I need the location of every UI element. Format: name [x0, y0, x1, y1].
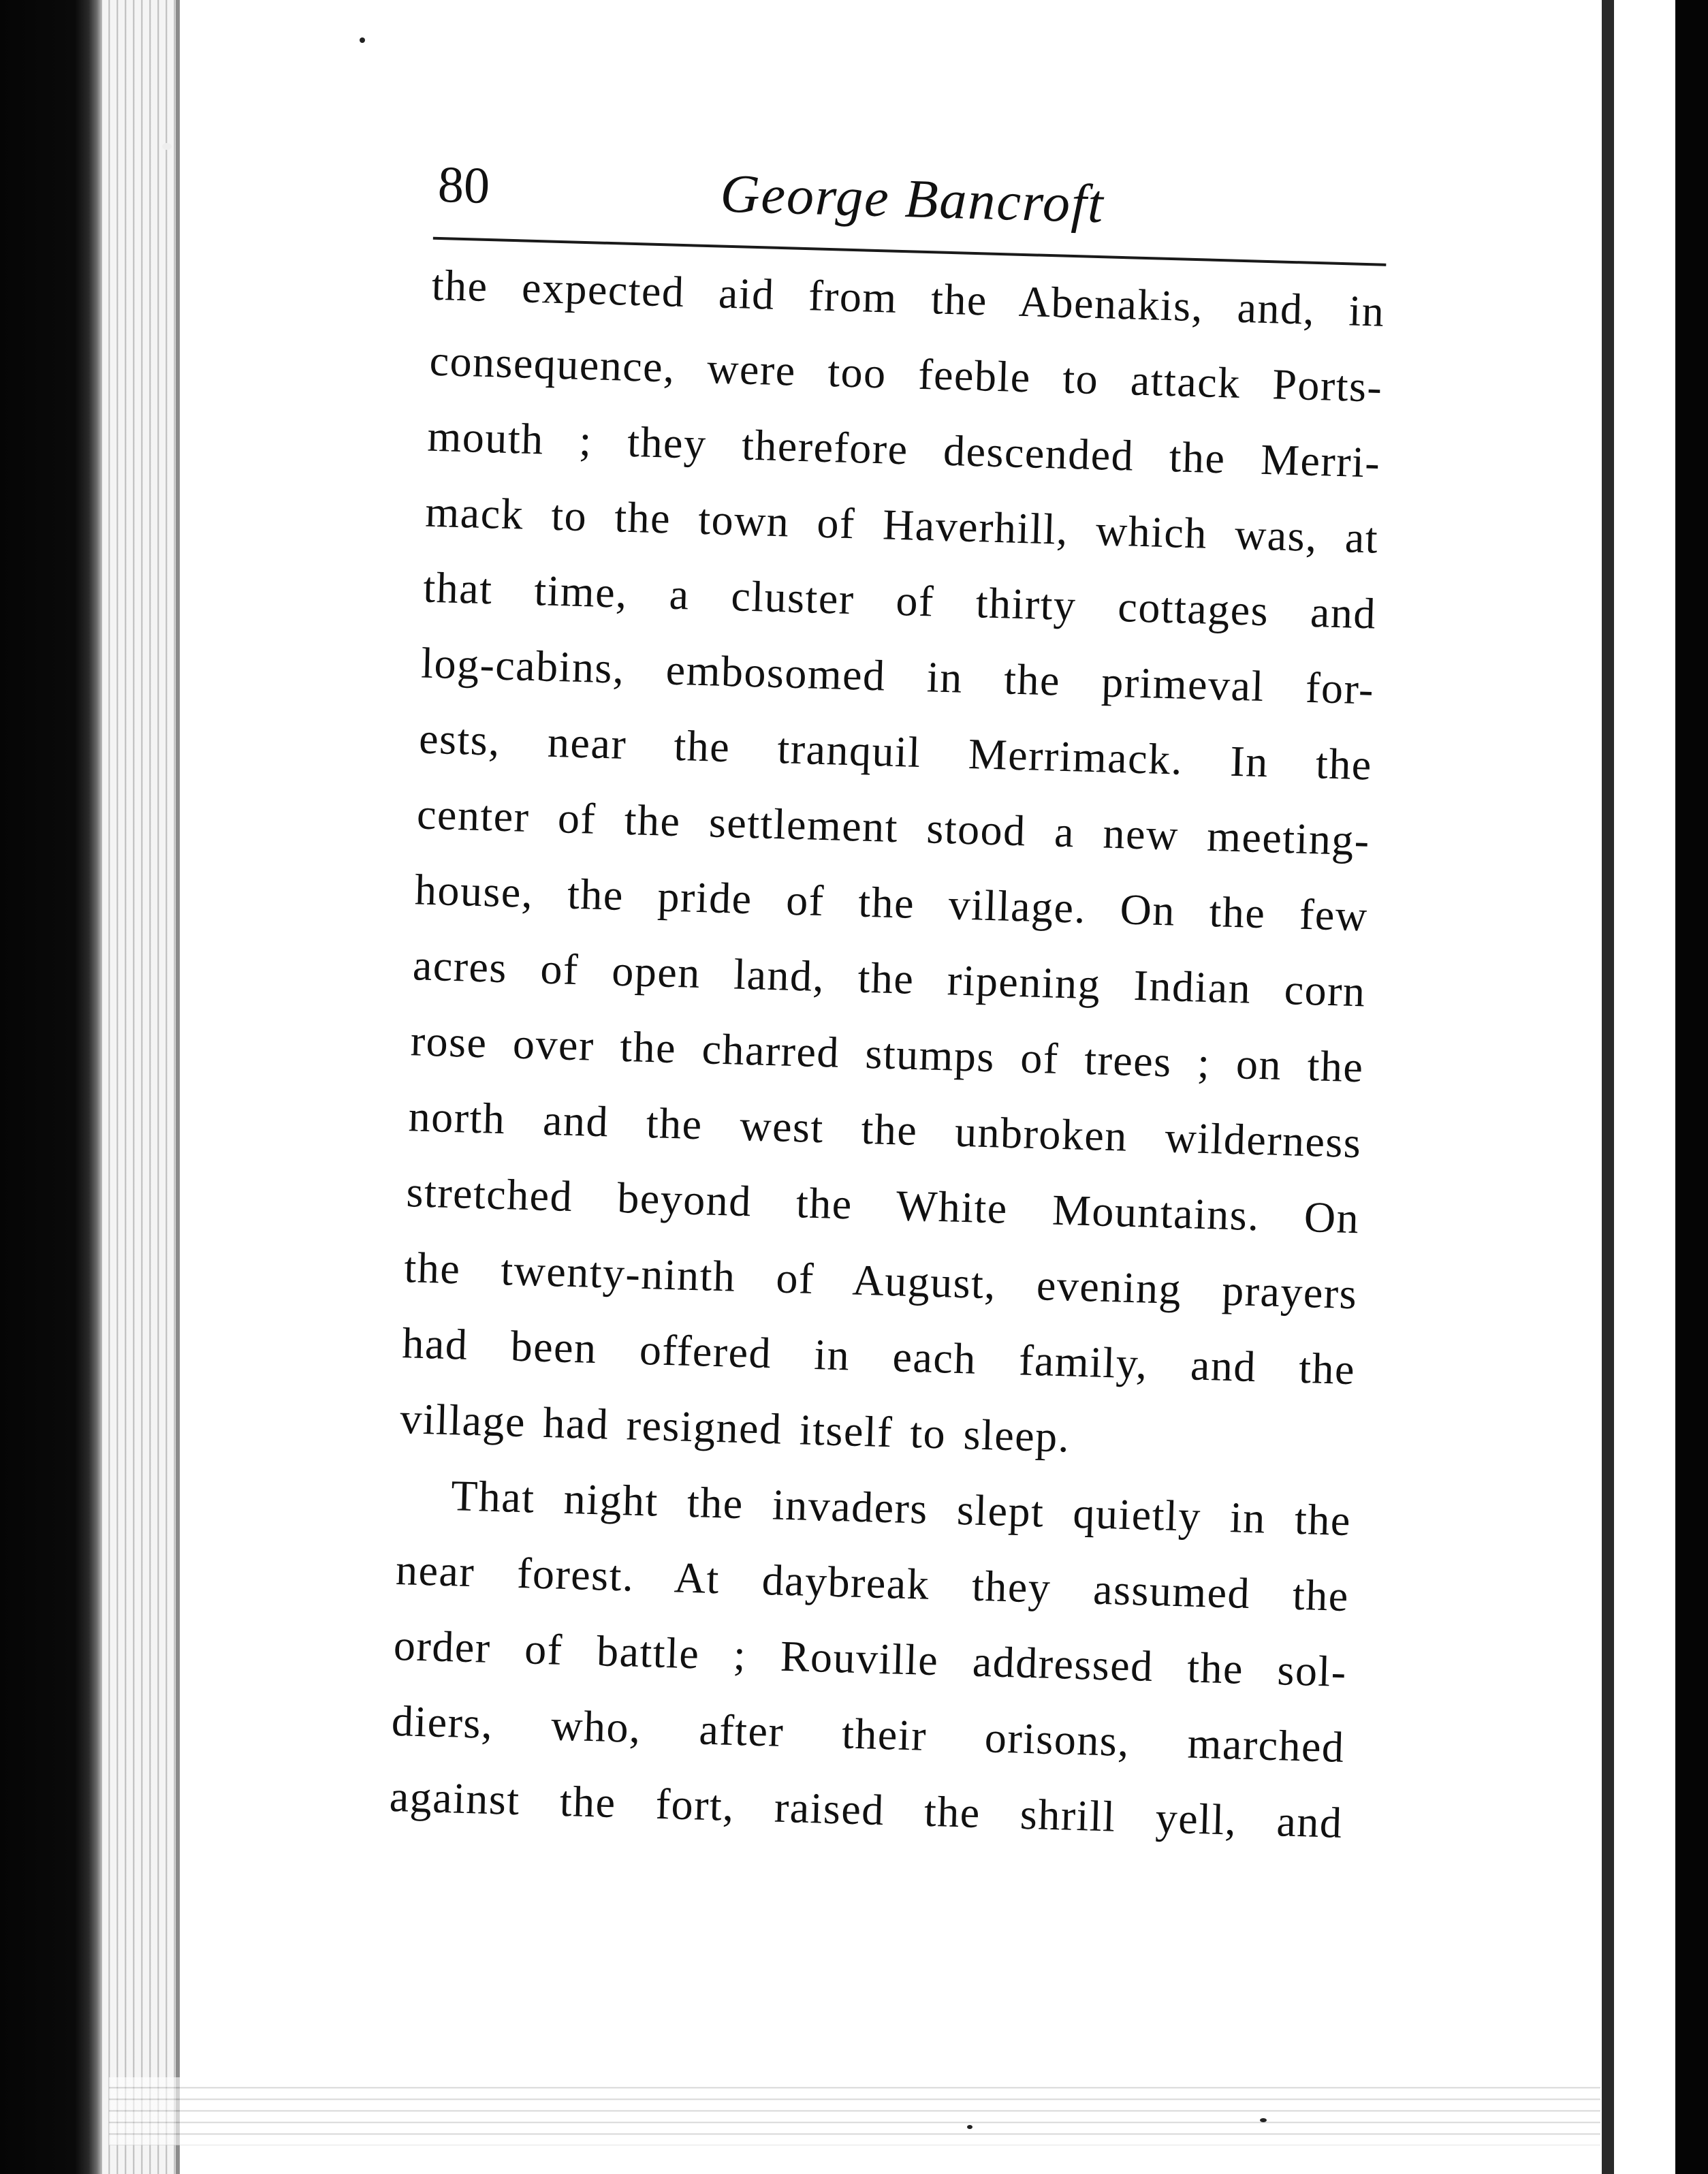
- running-title: George Bancroft: [719, 163, 1105, 235]
- text-line: that time, a cluster of thirty cottages and: [422, 563, 1377, 638]
- text-line: rose over the charred stumps of trees ; on the: [409, 1016, 1365, 1092]
- text-line: ests, near the tranquil Merrimack. In the: [418, 714, 1373, 789]
- text-line: consequence, were too feeble to attack Ports-: [428, 336, 1384, 411]
- text-line: order of battle ; Rouville addressed the sol-: [393, 1620, 1348, 1697]
- paragraph: [388, 1456, 1352, 1861]
- text-line: mouth ; they therefore descended the Merri-: [426, 411, 1382, 487]
- text-line: the expected aid from the Abenakis, and, in: [430, 260, 1386, 336]
- page-edge-line: [176, 0, 180, 2174]
- text-line: acres of open land, the ripening Indian corn: [412, 941, 1367, 1016]
- page-number: 80: [437, 155, 491, 215]
- text-line: diers, who, after their orisons, marched: [391, 1696, 1346, 1771]
- book-binding-gutter: [0, 0, 102, 2174]
- bottom-page-edges: [109, 2077, 1600, 2145]
- body-text: [388, 247, 1386, 1861]
- text-line: had been offered in each family, and the: [401, 1319, 1356, 1394]
- text-line: near forest. At daybreak they assumed the: [395, 1545, 1350, 1621]
- printed-page: [320, 136, 1402, 1861]
- text-line: village had resigned itself to sleep.: [399, 1394, 1071, 1462]
- text-line: log-cabins, embosomed in the primeval for-: [420, 638, 1375, 714]
- adjacent-page-strip: [1614, 0, 1675, 2174]
- dust-speck: [162, 143, 172, 150]
- text-line: house, the pride of the village. On the few: [414, 865, 1369, 941]
- right-dark-margin: [1675, 0, 1708, 2174]
- right-page-edge: [1602, 0, 1614, 2174]
- text-line: stretched beyond the White Mountains. On: [405, 1167, 1361, 1243]
- text-line: north and the west the unbroken wilderness: [407, 1092, 1363, 1167]
- text-line: That night the invaders slept quietly in the: [450, 1471, 1352, 1545]
- text-line: against the fort, raised the shrill yell, and: [388, 1771, 1344, 1847]
- dust-speck: [1260, 2118, 1267, 2122]
- text-line: mack to the town of Haverhill, which was, at: [424, 487, 1380, 563]
- dust-speck: [360, 37, 365, 43]
- paragraph: [399, 247, 1386, 1483]
- page-edge-stack: [102, 0, 177, 2174]
- text-line: center of the settlement stood a new meeting-: [416, 789, 1371, 865]
- dust-speck: [967, 2125, 972, 2129]
- text-line: the twenty-ninth of August, evening prayers: [403, 1243, 1359, 1319]
